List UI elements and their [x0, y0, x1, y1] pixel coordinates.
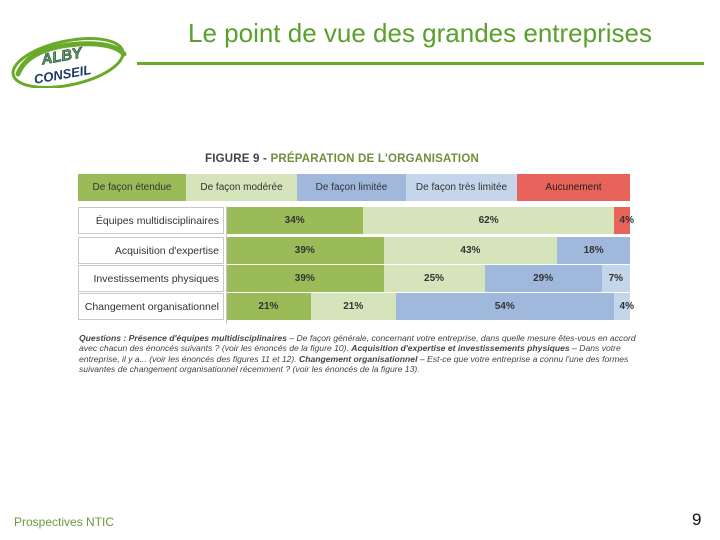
bar-value-label: 39%	[294, 245, 315, 256]
bar-value-label: 21%	[258, 301, 279, 312]
bar-area	[226, 237, 630, 264]
questions-bold-2: Acquisition d'expertise et investissements physiques	[351, 343, 570, 354]
figure-title-prefix: FIGURE 9 -	[205, 153, 271, 165]
questions-bold-1: Questions : Présence d'équipes multidisciplinaires	[79, 333, 287, 343]
bar-value-label: 7%	[608, 273, 624, 284]
logo-text-line1: ALBY	[40, 44, 84, 69]
bar-value-label: 18%	[583, 245, 604, 256]
bar-value-label: 21%	[343, 301, 364, 312]
slide-title: Le point de vue des grandes entreprises	[188, 18, 652, 48]
bar-area	[226, 293, 634, 320]
row-label: Investissements physiques	[78, 265, 224, 292]
figure-title	[205, 153, 479, 165]
bar-value-label: 4%	[619, 301, 634, 312]
bar-value-label: 54%	[494, 301, 515, 312]
questions-bold-3: Changement organisationnel	[299, 353, 418, 364]
row-label: Acquisition d'expertise	[78, 237, 224, 264]
logo-text-line2: CONSEIL	[32, 62, 93, 87]
chart-axis-line	[226, 206, 227, 324]
bar-value-label: 39%	[294, 273, 315, 284]
bar-value-label: 62%	[478, 215, 499, 226]
chart-legend	[78, 174, 630, 201]
page-number: 9	[692, 510, 702, 529]
title-divider	[137, 62, 704, 65]
bar-value-label: 43%	[460, 245, 481, 256]
chart-row	[78, 265, 630, 292]
legend-item-2: De façon modérée	[186, 174, 297, 201]
alby-conseil-logo	[8, 36, 133, 88]
bar-area	[226, 207, 634, 234]
legend-item-4: De façon très limitée	[406, 174, 517, 201]
legend-item-5: Aucunement	[517, 174, 630, 201]
questions-note	[79, 333, 639, 375]
bar-area	[226, 265, 630, 292]
legend-item-1: De façon étendue	[78, 174, 186, 201]
footer-text: Prospectives NTIC	[14, 515, 115, 529]
chart-row	[78, 207, 634, 234]
legend-item-3: De façon limitée	[297, 174, 406, 201]
chart-row	[78, 293, 634, 320]
bar-value-label: 4%	[619, 215, 634, 226]
questions-text-1: – De façon générale, concernant votre entreprise, dans quelle mesure êtes-vous en accord avec chacun des énoncés suivants ? (voir les énoncés de la figure 10).	[79, 333, 636, 354]
row-label: Changement organisationnel	[78, 293, 224, 320]
bar-value-label: 29%	[533, 273, 554, 284]
chart-row	[78, 237, 630, 264]
figure-title-main: PRÉPARATION DE L'ORGANISATION	[270, 153, 479, 165]
row-label: Équipes multidisciplinaires	[78, 207, 224, 234]
bar-value-label: 34%	[284, 215, 305, 226]
questions-text-3: – Est-ce que votre entreprise a connu l'une des formes suivantes de changement organisationnel récemment ? (voir les énoncés de la figure 13).	[79, 353, 629, 375]
bar-value-label: 25%	[424, 273, 445, 284]
questions-text-2: – Dans votre entreprise, il y a... (voir les énoncés des figures 11 et 12).	[79, 343, 621, 364]
